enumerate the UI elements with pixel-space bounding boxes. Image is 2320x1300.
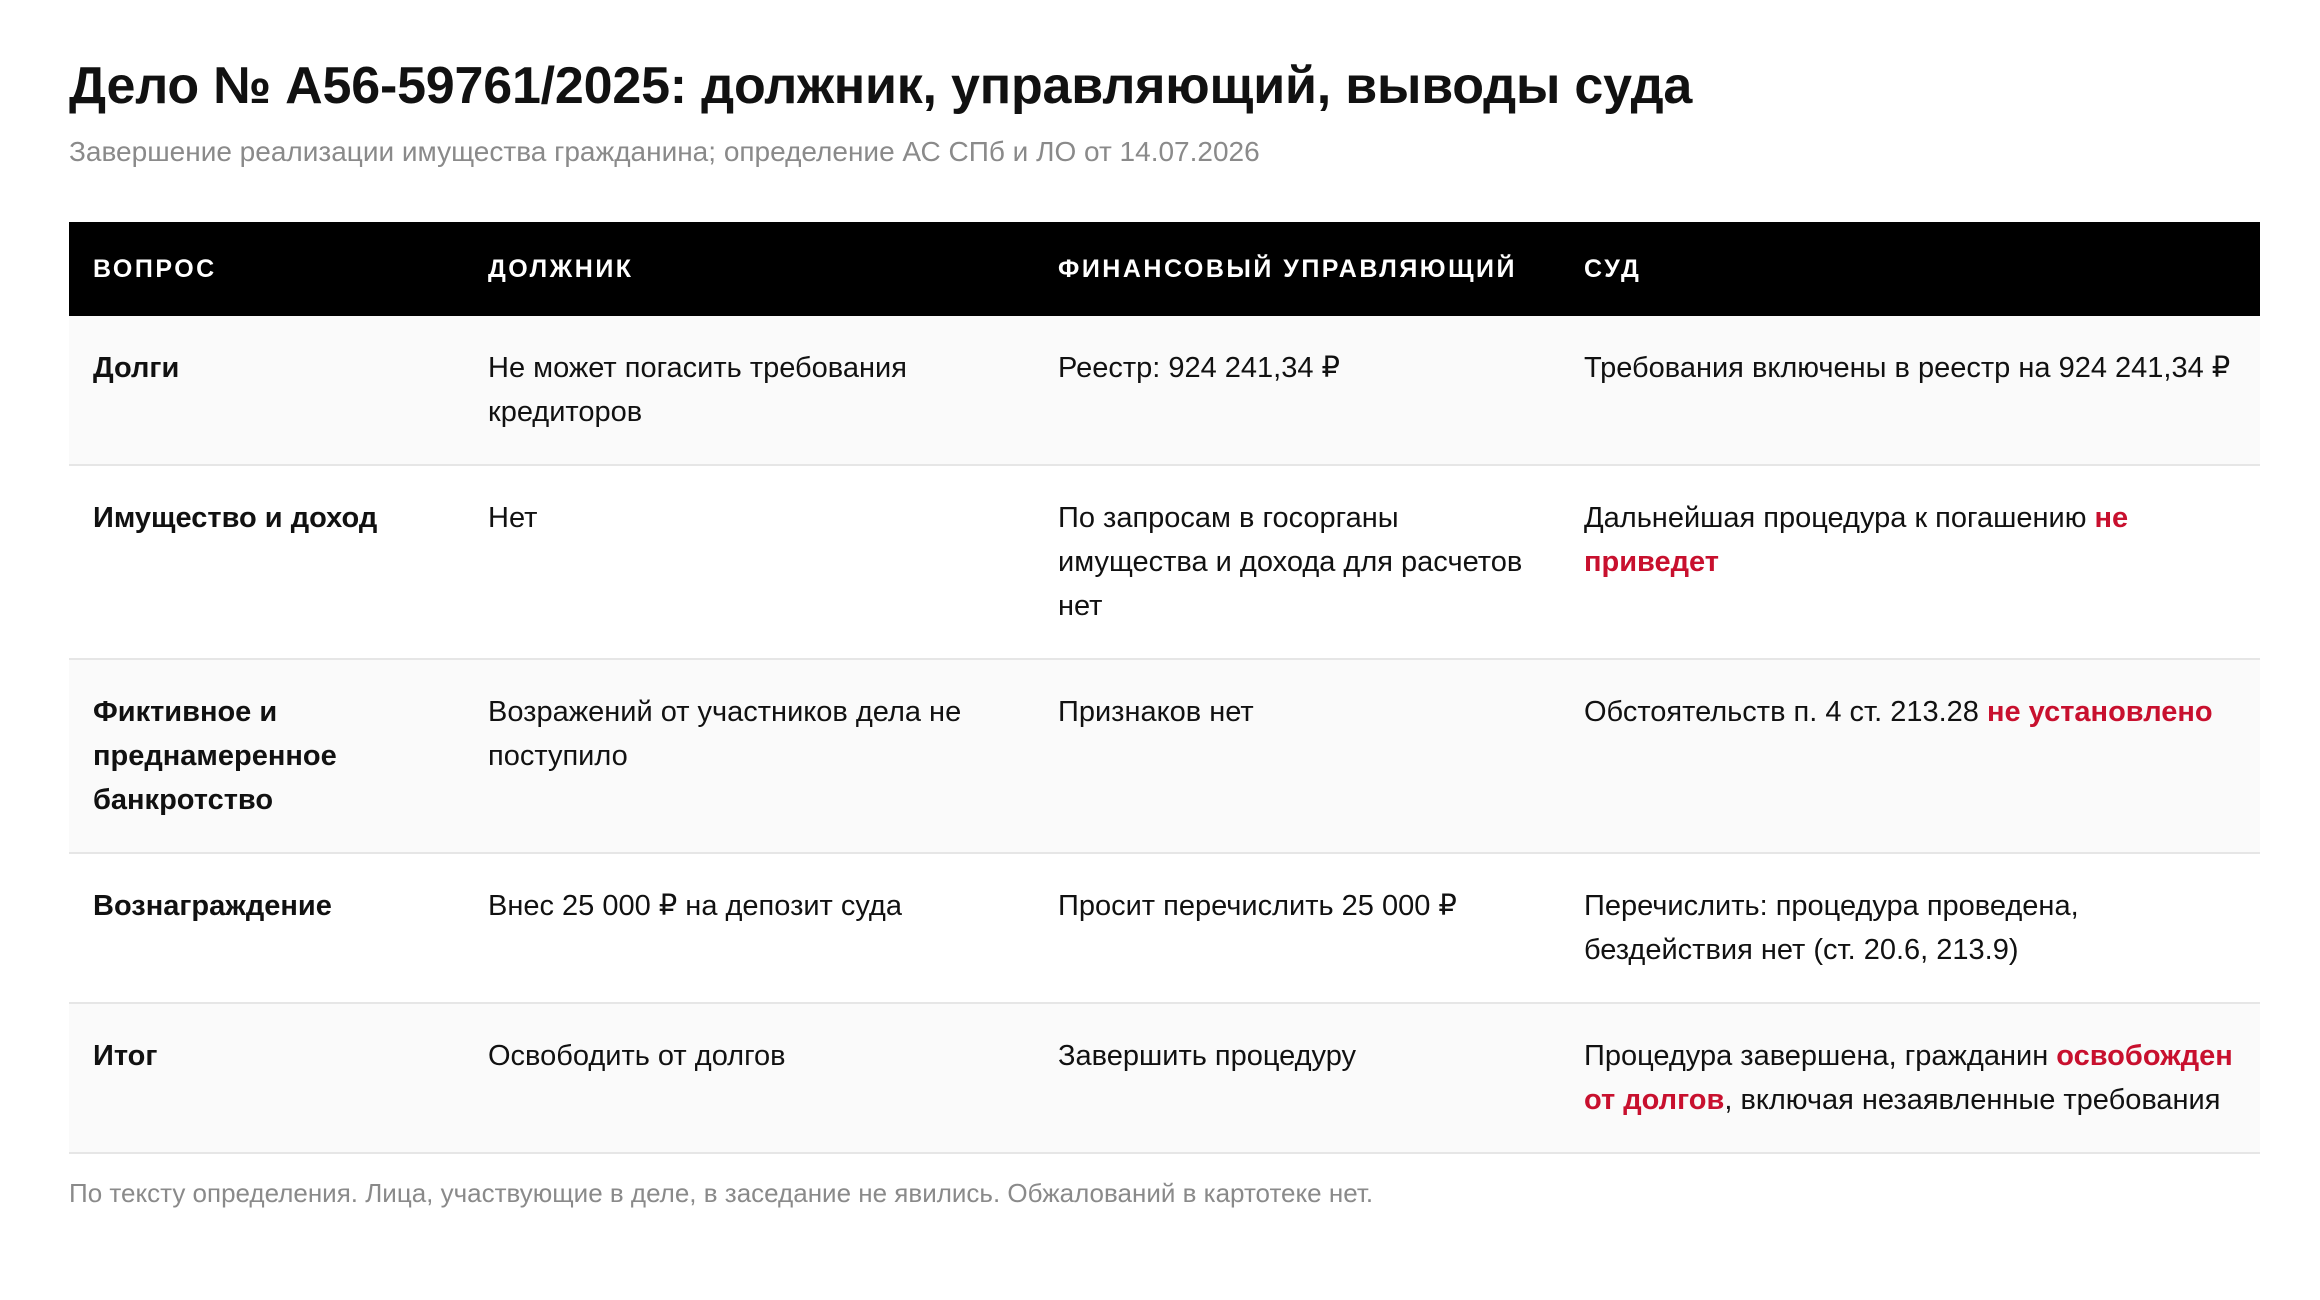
cell-question: Имущество и доход: [69, 465, 464, 659]
table-row: [69, 465, 2260, 659]
cell-debtor: Освободить от долгов: [464, 1003, 1034, 1153]
cell-debtor: Внес 25 000 ₽ на депозит суда: [464, 853, 1034, 1003]
table-row: [69, 853, 2260, 1003]
cell-question: Долги: [69, 316, 464, 465]
table-header-row: [69, 222, 2260, 316]
cell-court: [1560, 316, 2260, 465]
case-table: [69, 222, 2260, 1154]
column-header-question: ВОПРОС: [69, 222, 464, 316]
cell-manager: Реестр: 924 241,34 ₽: [1034, 316, 1560, 465]
court-text-tail: , включая незаявленные требования: [1724, 1084, 2221, 1116]
column-header-debtor: ДОЛЖНИК: [464, 222, 1034, 316]
court-highlight: не приведет: [1584, 502, 2129, 578]
cell-court: [1560, 659, 2260, 853]
cell-question: Вознаграждение: [69, 853, 464, 1003]
cell-manager: По запросам в госорганы имущества и дохода для расчетов нет: [1034, 465, 1560, 659]
page-title: Дело № А56-59761/2025: должник, управляющий, выводы суда: [69, 57, 1693, 115]
cell-debtor: Не может погасить требования кредиторов: [464, 316, 1034, 465]
cell-court: [1560, 465, 2260, 659]
court-text: Обстоятельств п. 4 ст. 213.28: [1584, 696, 1987, 728]
court-highlight: не установлено: [1986, 696, 2213, 728]
table-row: [69, 1003, 2260, 1153]
court-highlight: освобожден от долгов: [1584, 1040, 2233, 1116]
cell-manager: Признаков нет: [1034, 659, 1560, 853]
table-row: [69, 659, 2260, 853]
table-row: [69, 316, 2260, 465]
footnote: По тексту определения. Лица, участвующие в деле, в заседание не явились. Обжалований в картотеке нет.: [69, 1178, 1374, 1208]
page-subtitle: Завершение реализации имущества гражданина; определение АС СПб и ЛО от 14.07.2026: [69, 136, 1260, 167]
column-header-court: СУД: [1560, 222, 2260, 316]
court-text: Дальнейшая процедура к погашению: [1584, 502, 2095, 534]
cell-court: [1560, 1003, 2260, 1153]
cell-debtor: Нет: [464, 465, 1034, 659]
court-text: Требования включены в реестр на 924 241,34 ₽: [1584, 352, 2231, 384]
court-text: Перечислить: процедура проведена, бездействия нет (ст. 20.6, 213.9): [1584, 890, 2079, 966]
cell-manager: Просит перечислить 25 000 ₽: [1034, 853, 1560, 1003]
court-text: Процедура завершена, гражданин: [1584, 1040, 2057, 1072]
cell-court: [1560, 853, 2260, 1003]
cell-manager: Завершить процедуру: [1034, 1003, 1560, 1153]
cell-debtor: Возражений от участников дела не поступило: [464, 659, 1034, 853]
cell-question: Итог: [69, 1003, 464, 1153]
column-header-manager: ФИНАНСОВЫЙ УПРАВЛЯЮЩИЙ: [1034, 222, 1560, 316]
cell-question: Фиктивное и преднамеренное банкротство: [69, 659, 464, 853]
